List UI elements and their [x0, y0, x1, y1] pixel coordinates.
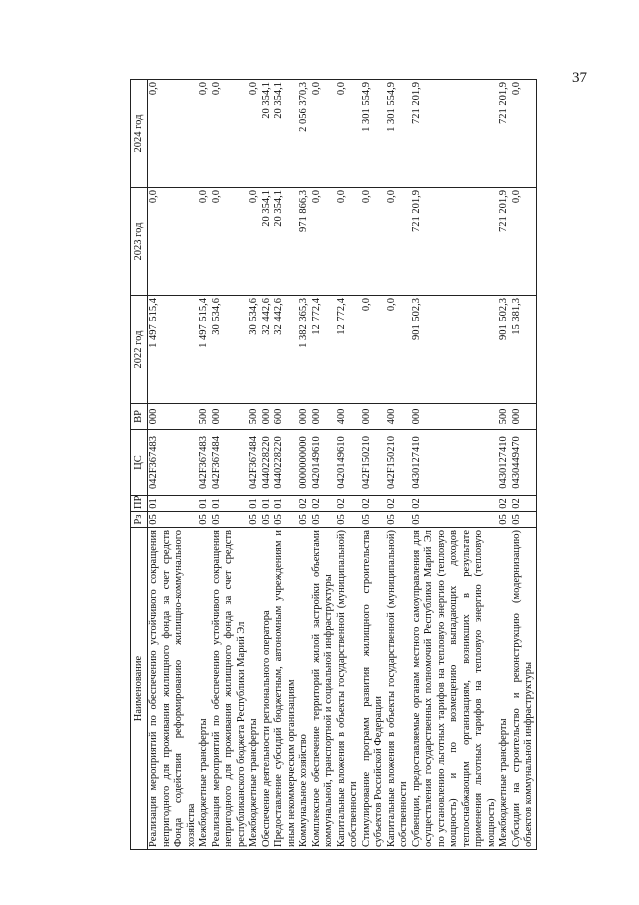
cell-cs: 042F150210 [386, 430, 411, 496]
cell-2022: 1 497 515,4 [198, 296, 211, 404]
cell-pr: 01 [211, 496, 249, 512]
cell-2022: 0,0 [361, 296, 386, 404]
page-number: 37 [572, 70, 587, 86]
cell-2024: 0,0 [211, 80, 249, 188]
header-2023: 2023 год [131, 188, 148, 296]
cell-cs: 042F150210 [361, 430, 386, 496]
table-row [248, 80, 261, 850]
cell-rz: 05 [498, 512, 511, 528]
cell-vr: 000 [261, 404, 274, 430]
cell-2024: 20 354,1 [273, 80, 298, 188]
cell-2022: 30 534,6 [248, 296, 261, 404]
cell-pr: 01 [248, 496, 261, 512]
budget-table [130, 79, 537, 850]
cell-vr: 000 [361, 404, 386, 430]
cell-name: Реализация мероприятий по обеспечению устойчивого сокращения непригодного для проживания жилищного фонда за счет средств Фонда содействия реформированию жилищно-коммунального хозяйства [148, 528, 199, 850]
cell-cs: 0430127410 [498, 430, 511, 496]
cell-rz: 05 [211, 512, 249, 528]
cell-vr: 400 [336, 404, 361, 430]
table-row [336, 80, 361, 850]
cell-cs: 042F367483 [198, 430, 211, 496]
cell-rz: 05 [411, 512, 499, 528]
cell-2023: 0,0 [311, 188, 336, 296]
cell-name: Капитальные вложения в объекты государственной (муниципальной) собственности [386, 528, 411, 850]
cell-pr: 02 [411, 496, 499, 512]
cell-rz: 05 [148, 512, 199, 528]
cell-cs: 042F367483 [148, 430, 199, 496]
cell-2024: 20 354,1 [261, 80, 274, 188]
cell-pr: 02 [511, 496, 537, 512]
cell-2022: 32 442,6 [273, 296, 298, 404]
cell-pr: 01 [273, 496, 298, 512]
cell-name: Субвенции, предоставляемые органам местного самоуправления для осуществления государственных полномочий Республики Марий Эл по установлению льготных тарифов на тепловую энергию (тепловую мощность) и по возмещению выпадающих доходов теплоснабжающим организациям, возникших в результате применения льготных тарифов на тепловую энергию (тепловую мощность) [411, 528, 499, 850]
cell-2024: 0,0 [198, 80, 211, 188]
table-row [411, 80, 499, 850]
cell-2023: 20 354,1 [261, 188, 274, 296]
cell-rz: 05 [511, 512, 537, 528]
cell-2024: 721 201,9 [498, 80, 511, 188]
cell-2022: 15 381,3 [511, 296, 537, 404]
header-rz: Рз [131, 512, 148, 528]
cell-name: Стимулирование программ развития жилищного строительства субъектов Российской Федерации [361, 528, 386, 850]
cell-rz: 05 [311, 512, 336, 528]
cell-pr: 01 [198, 496, 211, 512]
cell-pr: 02 [336, 496, 361, 512]
cell-cs: 0430449470 [511, 430, 537, 496]
cell-2023: 0,0 [361, 188, 386, 296]
cell-rz: 05 [386, 512, 411, 528]
cell-cs: 0420149610 [336, 430, 361, 496]
cell-2023: 0,0 [198, 188, 211, 296]
cell-2024: 0,0 [511, 80, 537, 188]
cell-pr: 02 [298, 496, 311, 512]
cell-2024: 0,0 [336, 80, 361, 188]
cell-pr: 02 [386, 496, 411, 512]
cell-name: Капитальные вложения в объекты государственной (муниципальной) собственности [336, 528, 361, 850]
cell-rz: 05 [298, 512, 311, 528]
cell-vr: 500 [198, 404, 211, 430]
cell-cs: 042F367484 [248, 430, 261, 496]
cell-vr: 000 [511, 404, 537, 430]
cell-vr: 600 [273, 404, 298, 430]
table-row [148, 80, 199, 850]
cell-cs: 0440228220 [273, 430, 298, 496]
cell-vr: 000 [298, 404, 311, 430]
table-row [511, 80, 537, 850]
cell-name: Субсидии на строительство и реконструкцию (модернизацию) объектов коммунальной инфраструктуры [511, 528, 537, 850]
cell-2023: 971 866,3 [298, 188, 311, 296]
table-header [131, 80, 148, 850]
cell-cs: 0440228220 [261, 430, 274, 496]
table-row [198, 80, 211, 850]
cell-cs: 0430127410 [411, 430, 499, 496]
cell-cs: 042F367484 [211, 430, 249, 496]
cell-2022: 12 772,4 [311, 296, 336, 404]
cell-2023: 0,0 [211, 188, 249, 296]
header-2022: 2022 год [131, 296, 148, 404]
cell-2022: 901 502,3 [498, 296, 511, 404]
cell-2024: 1 301 554,9 [386, 80, 411, 188]
cell-2022: 32 442,6 [261, 296, 274, 404]
cell-2022: 0,0 [386, 296, 411, 404]
cell-name: Обеспечение деятельности регионального оператора [261, 528, 274, 850]
cell-2024: 1 301 554,9 [361, 80, 386, 188]
cell-name: Межбюджетные трансферты [198, 528, 211, 850]
cell-2024: 2 056 370,3 [298, 80, 311, 188]
header-pr: ПР [131, 496, 148, 512]
cell-pr: 02 [361, 496, 386, 512]
table-row [298, 80, 311, 850]
cell-name: Коммунальное хозяйство [298, 528, 311, 850]
table-body [148, 80, 537, 850]
header-name: Наименование [131, 528, 148, 850]
cell-2023: 0,0 [336, 188, 361, 296]
cell-2022: 901 502,3 [411, 296, 499, 404]
cell-2022: 30 534,6 [211, 296, 249, 404]
cell-pr: 01 [148, 496, 199, 512]
cell-2023: 0,0 [148, 188, 199, 296]
cell-rz: 05 [336, 512, 361, 528]
cell-pr: 02 [311, 496, 336, 512]
cell-2024: 0,0 [311, 80, 336, 188]
cell-name: Комплексное обеспечение территорий жилой застройки объектами коммунальной, транспортной и социальной инфраструктуры [311, 528, 336, 850]
cell-rz: 05 [198, 512, 211, 528]
cell-2022: 12 772,4 [336, 296, 361, 404]
table-row [386, 80, 411, 850]
table-row [498, 80, 511, 850]
cell-vr: 000 [211, 404, 249, 430]
cell-2023: 721 201,9 [498, 188, 511, 296]
cell-2022: 1 497 515,4 [148, 296, 199, 404]
cell-rz: 05 [273, 512, 298, 528]
cell-cs: 0000000000 [298, 430, 311, 496]
cell-name: Межбюджетные трансферты [248, 528, 261, 850]
cell-vr: 500 [248, 404, 261, 430]
cell-vr: 000 [311, 404, 336, 430]
cell-vr: 000 [148, 404, 199, 430]
cell-2023: 0,0 [248, 188, 261, 296]
cell-2023: 721 201,9 [411, 188, 499, 296]
cell-2022: 1 382 365,3 [298, 296, 311, 404]
cell-2024: 0,0 [248, 80, 261, 188]
cell-name: Предоставление субсидий бюджетным, автономным учреждениям и иным некоммерческим организациям [273, 528, 298, 850]
cell-2023: 0,0 [511, 188, 537, 296]
table-row [273, 80, 298, 850]
cell-pr: 02 [498, 496, 511, 512]
cell-name: Реализация мероприятий по обеспечению устойчивого сокращения непригодного для проживания жилищного фонда за счет средств республиканского бюджета Республики Марий Эл [211, 528, 249, 850]
cell-rz: 05 [248, 512, 261, 528]
cell-rz: 05 [361, 512, 386, 528]
cell-2023: 20 354,1 [273, 188, 298, 296]
table-row [211, 80, 249, 850]
rotated-table-container [130, 80, 550, 850]
cell-2024: 721 201,9 [411, 80, 499, 188]
header-2024: 2024 год [131, 80, 148, 188]
cell-2024: 0,0 [148, 80, 199, 188]
cell-rz: 05 [261, 512, 274, 528]
cell-vr: 000 [411, 404, 499, 430]
table-row [361, 80, 386, 850]
header-cs: ЦС [131, 430, 148, 496]
header-vr: ВР [131, 404, 148, 430]
cell-2023: 0,0 [386, 188, 411, 296]
cell-pr: 01 [261, 496, 274, 512]
table-row [311, 80, 336, 850]
cell-vr: 400 [386, 404, 411, 430]
table-row [261, 80, 274, 850]
cell-vr: 500 [498, 404, 511, 430]
cell-name: Межбюджетные трансферты [498, 528, 511, 850]
cell-cs: 0420149610 [311, 430, 336, 496]
